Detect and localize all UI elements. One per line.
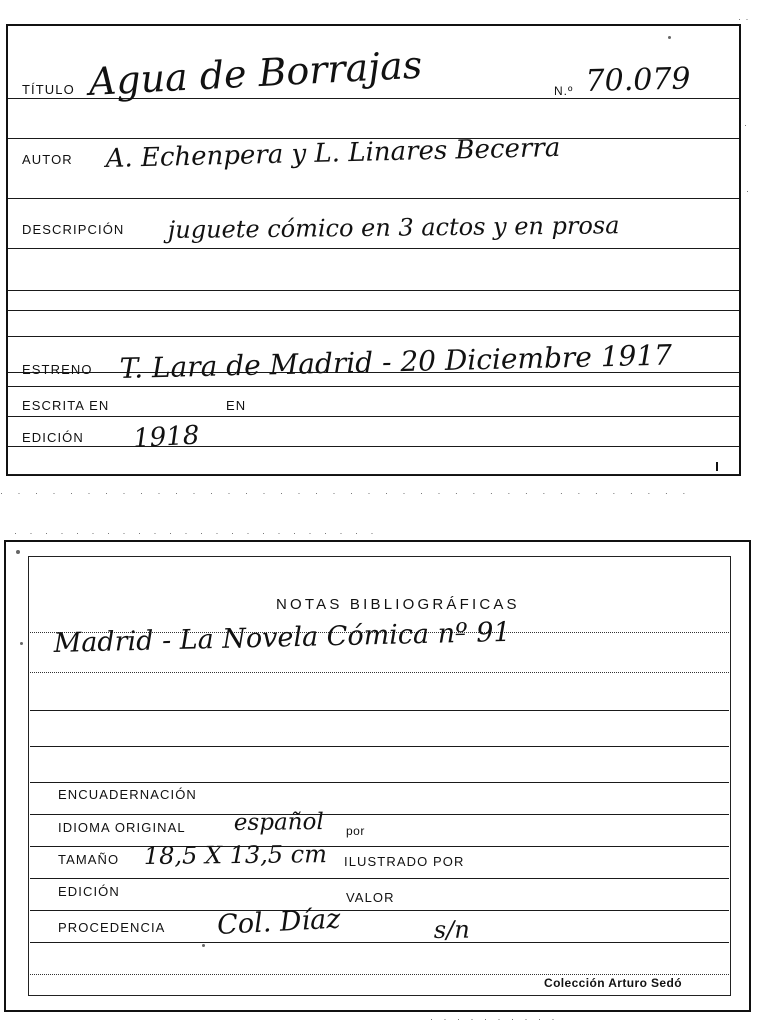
rule-line [30,672,729,673]
label-descripcion: DESCRIPCIÓN [22,222,125,237]
collection-credit: Colección Arturo Sedó [544,976,682,990]
label-por: por [346,824,365,838]
rule-line [30,942,729,943]
rule-line [30,974,729,975]
rule-line [8,248,739,249]
label-tamano: TAMAÑO [58,852,120,867]
label-escrita-en-secondary: EN [226,398,247,413]
rule-line [30,782,729,783]
label-ilustrado-por: ILUSTRADO POR [344,854,465,869]
scan-edge-noise: · · · · · · · · · · · · · · · · · · · · · · · · [14,528,379,538]
rule-line [30,910,729,911]
scan-speckle [16,550,20,554]
value-autor: A. Echenpera y L. Linares Becerra [105,132,561,174]
value-idioma-original: español [233,809,324,836]
scan-edge-noise: · · [738,14,750,24]
rule-line [8,290,739,291]
catalog-card-front [6,24,741,476]
scan-edge-noise: · [746,186,750,196]
value-tamano: 18,5 X 13,5 cm [143,840,328,870]
value-procedencia: Col. Díaz [216,903,342,941]
scan-artifact [716,462,718,471]
scan-speckle [202,944,205,947]
label-procedencia: PROCEDENCIA [58,920,166,935]
value-numero: 70.079 [585,61,691,99]
rule-line [8,474,739,475]
notas-bibliograficas-heading: NOTAS BIBLIOGRÁFICAS [276,596,520,613]
scan-edge-noise: · [744,120,748,130]
rule-line [8,386,739,387]
label-estreno: ESTRENO [22,362,93,377]
rule-line-partial [378,416,729,417]
rule-line [8,198,739,199]
scan-edge-noise: · · · · · · · · · · [430,1014,559,1024]
label-numero: N.º [554,84,574,98]
rule-line [30,846,729,847]
catalog-card-back [4,540,751,1012]
rule-line [30,710,729,711]
label-titulo: TÍTULO [22,82,75,97]
value-notas: Madrid - La Novela Cómica nº 91 [53,616,512,659]
label-edicion: EDICIÓN [22,430,84,445]
value-procedencia-extra: s/n [433,915,470,944]
scan-edge-noise: · · · · · · · · · · · · · · · · · · · · · · · · · · · · · · · · · · · · · · · · [0,488,692,498]
rule-line [30,814,729,815]
scan-speckle [20,642,23,645]
rule-line-partial [188,446,729,447]
rule-line [30,746,729,747]
label-autor: AUTOR [22,152,73,167]
scan-speckle [668,36,671,39]
label-encuadernacion: ENCUADERNACIÓN [58,787,197,802]
label-edicion-back: EDICIÓN [58,884,120,899]
label-valor: VALOR [346,890,395,905]
value-edicion: 1918 [132,420,201,454]
label-idioma-original: IDIOMA ORIGINAL [58,820,186,835]
value-estreno: T. Lara de Madrid - 20 Diciembre 1917 [119,338,673,385]
rule-line [8,310,739,311]
rule-line [30,878,729,879]
value-titulo: Agua de Borrajas [87,42,424,104]
rule-line [8,336,739,337]
value-descripcion: juguete cómico en 3 actos y en prosa [167,211,620,244]
label-escrita-en: ESCRITA EN [22,398,110,413]
